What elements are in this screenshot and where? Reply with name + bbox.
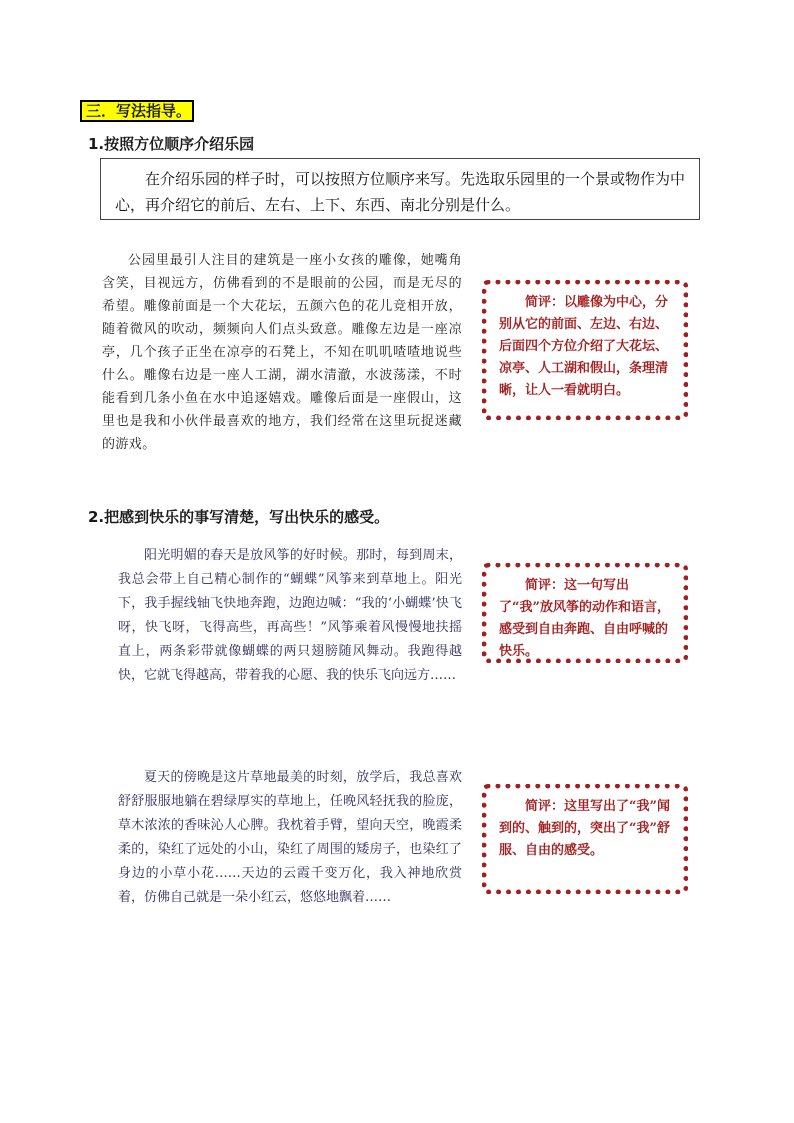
- part1-title: 1.按照方位顺序介绍乐园: [88, 135, 255, 153]
- passage-park: 公园里最引人注目的建筑是一座小女孩的雕像，她嘴角含笑，目视远方，仿佛看到的不是眼前的公园，而是无尽的希望。雕像前面是一个大花坛，五颜六色的花儿竞相开放，随着微风的吹动，频频向人们点头致意。雕像左边是一座凉亭，几个孩子正坐在凉亭的石凳上，不知在叽叽喳喳地说些什么。雕像右边是一座人工湖，湖水清澈，水波荡漾，不时能看到几条小鱼在水中追逐嬉戏。雕像后面是一座假山，这里也是我和小伙伴最喜欢的地方，我们经常在这里玩捉迷藏的游戏。: [102, 253, 462, 452]
- intro-box: 在介绍乐园的样子时，可以按照方位顺序来写。先选取乐园里的一个景或物作为中心，再介绍它的前后、左右、上下、东西、南北分别是什么。: [100, 158, 700, 220]
- comment-box-park: 简评：以雕像为中心，分别从它的前面、左边、右边、后面四个方位介绍了大花坛、凉亭、人工湖和假山，条理清晰，让人一看就明白。: [482, 280, 688, 420]
- part2-title: 2.把感到快乐的事写清楚，写出快乐的感受。: [88, 508, 390, 526]
- comment-box-kite: 简评：这一句写出了“我”放风筝的动作和语言，感受到自由奔跑、自由呼喊的快乐。: [482, 563, 688, 663]
- section-heading: 三．写法指导。: [80, 100, 194, 122]
- passage-summer-evening: 夏天的傍晚是这片草地最美的时刻，放学后，我总喜欢舒舒服服地躺在碧绿厚实的草地上，任晚风轻抚我的脸庞，草木浓浓的香味沁人心脾。我枕着手臂，望向天空，晚霞柔柔的，染红了远处的小山，染红了周围的矮房子，也染红了身边的小草小花……天边的云霞千变万化，我入神地欣赏着，仿佛自己就是一朵小红云，悠悠地飘着……: [118, 770, 462, 905]
- comment-box-summer: 简评：这里写出了“我”闻到的、触到的，突出了“我”舒服、自由的感受。: [482, 784, 688, 894]
- passage-kite: 阳光明媚的春天是放风筝的好时候。那时，每到周末，我总会带上自己精心制作的“蝴蝶”风筝来到草地上。阳光下，我手握线轴飞快地奔跑，边跑边喊：“我的‘小蝴蝶’快飞呀，快飞呀，飞得高些，再高些！”风筝乘着风慢慢地扶摇直上，两条彩带就像蝴蝶的两只翅膀随风舞动。我跑得越快，它就飞得越高，带着我的心愿、我的快乐飞向远方……: [118, 548, 462, 683]
